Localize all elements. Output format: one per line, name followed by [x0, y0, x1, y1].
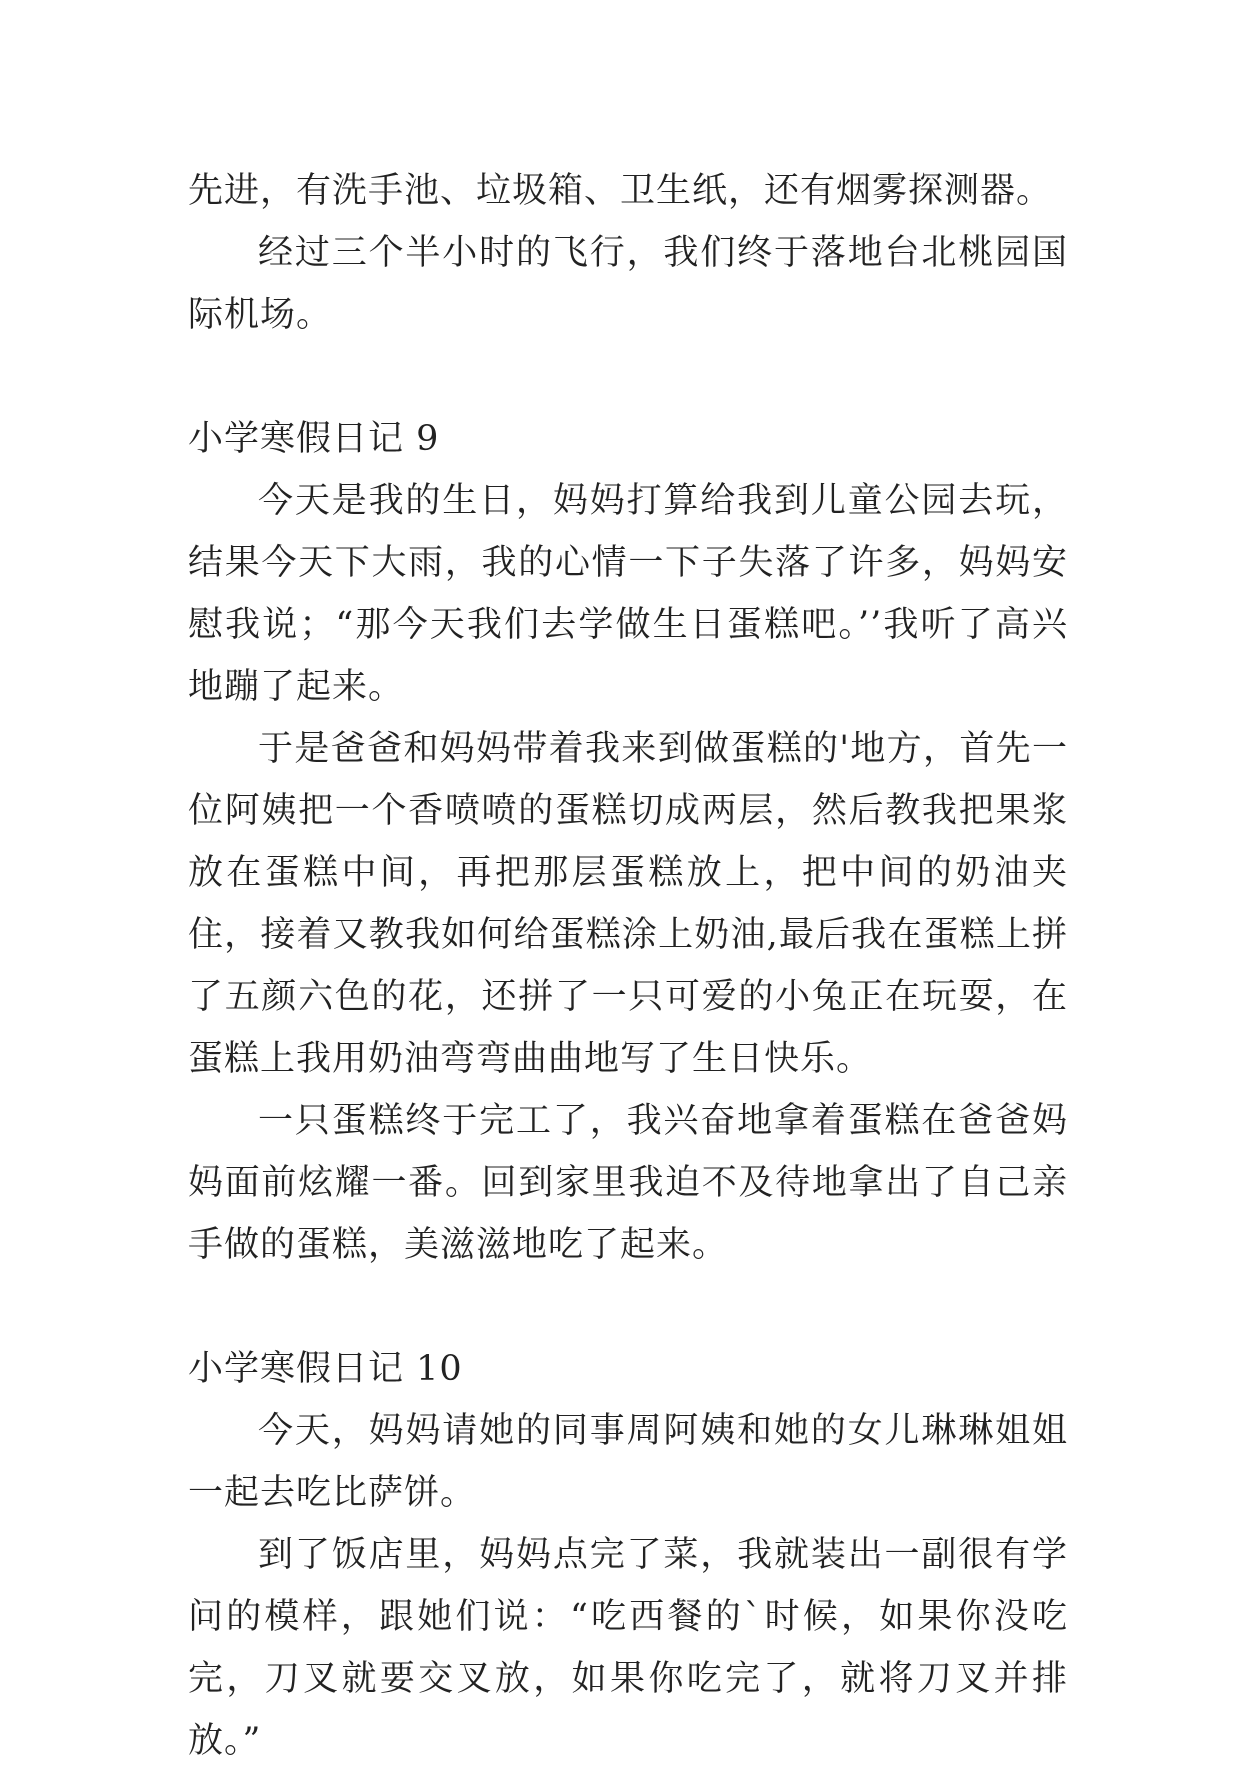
section-gap	[188, 346, 1068, 408]
section-heading-10: 小学寒假日记 10	[188, 1349, 463, 1389]
section-gap	[188, 1276, 1068, 1338]
section-heading-9: 小学寒假日记 9	[188, 419, 440, 459]
paragraph-continued: 先进，有洗手池、垃圾箱、卫生纸，还有烟雾探测器。	[188, 171, 1053, 211]
paragraph-cake-making: 于是爸爸和妈妈带着我来到做蛋糕的'地方，首先一位阿姨把一个香喷喷的蛋糕切成两层，然后教我把果浆放在蛋糕中间，再把那层蛋糕放上，把中间的奶油夹住，接着又教我如何给蛋糕涂上奶油,最后我在蛋糕上拼了五颜六色的花，还拼了一只可爱的小兔正在玩耍，在蛋糕上我用奶油弯弯曲曲地写了生日快乐。	[188, 729, 1068, 1079]
paragraph-landing: 经过三个半小时的飞行，我们终于落地台北桃园国际机场。	[188, 233, 1068, 335]
document-body	[188, 160, 1068, 1772]
paragraph-cake-done: 一只蛋糕终于完工了，我兴奋地拿着蛋糕在爸爸妈妈面前炫耀一番。回到家里我迫不及待地拿出了自己亲手做的蛋糕，美滋滋地吃了起来。	[188, 1101, 1068, 1265]
paragraph-restaurant: 到了饭店里，妈妈点完了菜，我就装出一副很有学问的模样，跟她们说：“吃西餐的`时候，如果你没吃完，刀叉就要交叉放，如果你吃完了，就将刀叉并排放。”	[188, 1535, 1068, 1761]
paragraph-pizza: 今天，妈妈请她的同事周阿姨和她的女儿琳琳姐姐一起去吃比萨饼。	[188, 1411, 1068, 1513]
paragraph-birthday: 今天是我的生日，妈妈打算给我到儿童公园去玩，结果今天下大雨，我的心情一下子失落了许多，妈妈安慰我说；“那今天我们去学做生日蛋糕吧。’’我听了高兴地蹦了起来。	[188, 481, 1068, 707]
